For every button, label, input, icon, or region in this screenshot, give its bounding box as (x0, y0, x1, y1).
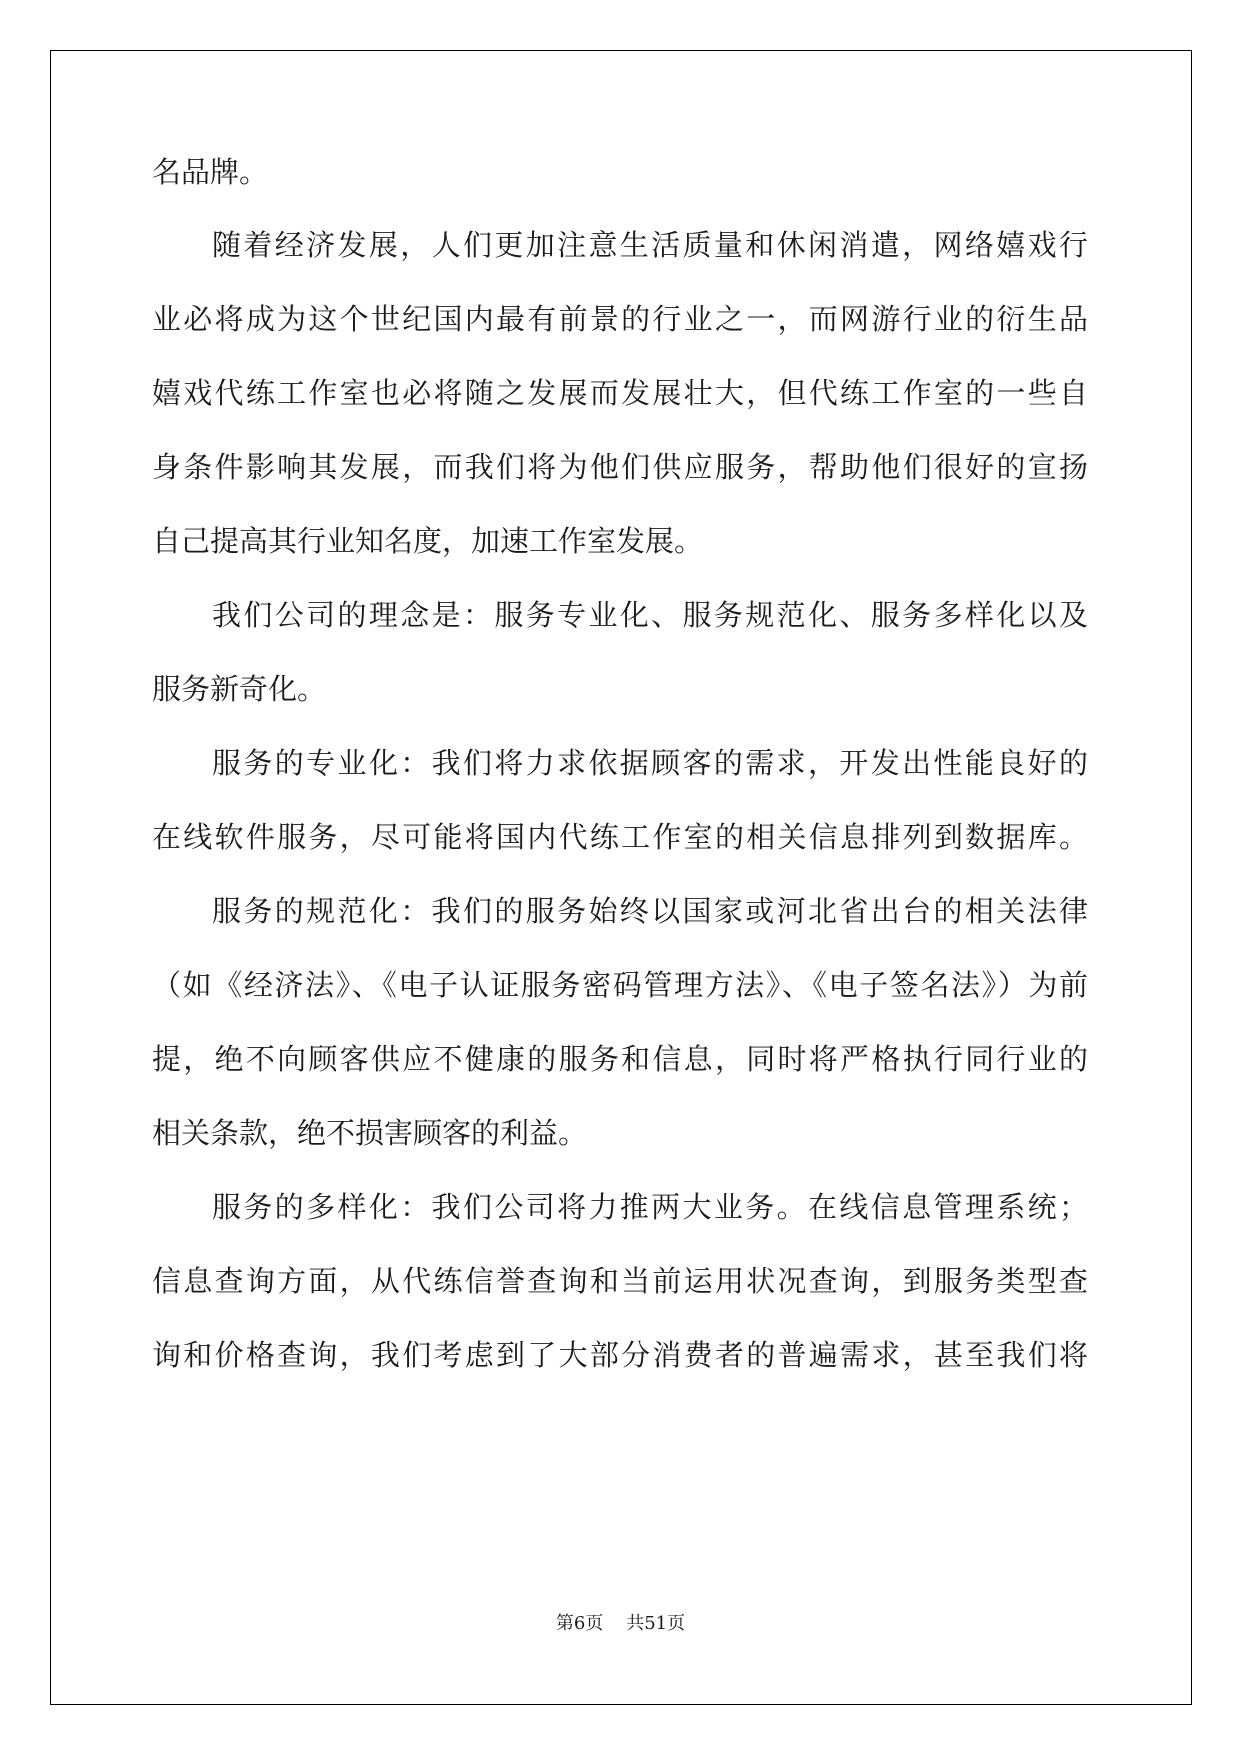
paragraph-line: （如《经济法》、《电子认证服务密码管理方法》、《电子签名法》）为前 (152, 968, 1088, 1002)
paragraph-line: 我们公司的理念是：服务专业化、服务规范化、服务多样化以及 (212, 598, 1088, 632)
paragraph-line: 自己提高其行业知名度，加速工作室发展。 (152, 524, 704, 558)
paragraph-line: 信息查询方面，从代练信誉查询和当前运用状况查询，到服务类型查 (152, 1264, 1088, 1298)
paragraph-line: 服务的规范化：我们的服务始终以国家或河北省出台的相关法律 (212, 894, 1088, 928)
paragraph-line: 相关条款，绝不损害顾客的利益。 (152, 1116, 588, 1150)
paragraph-line: 服务的专业化：我们将力求依据顾客的需求，开发出性能良好的 (212, 746, 1088, 780)
total-suffix: 页 (667, 1613, 686, 1634)
paragraph-line: 在线软件服务，尽可能将国内代练工作室的相关信息排列到数据库。 (152, 820, 1088, 854)
paragraph-line: 业必将成为这个世纪国内最有前景的行业之一，而网游行业的衍生品 (152, 302, 1088, 336)
total-pages: 51 (644, 1613, 668, 1634)
paragraph-line: 服务新奇化。 (152, 672, 327, 706)
paragraph-line: 名品牌。 (152, 155, 269, 189)
paragraph-line: 身条件影响其发展，而我们将为他们供应服务，帮助他们很好的宣扬 (152, 450, 1088, 484)
page-prefix: 第 (555, 1613, 574, 1634)
page-suffix: 页 (585, 1613, 604, 1634)
page-number: 6 (573, 1613, 586, 1634)
paragraph-line: 提，绝不向顾客供应不健康的服务和信息，同时将严格执行同行业的 (152, 1042, 1088, 1076)
total-prefix: 共 (626, 1613, 645, 1634)
paragraph-line: 随着经济发展，人们更加注意生活质量和休闲消遣，网络嬉戏行 (212, 228, 1088, 262)
paragraph-line: 服务的多样化：我们公司将力推两大业务。在线信息管理系统； (212, 1190, 1088, 1224)
page-footer (0, 1612, 1241, 1636)
paragraph-line: 嬉戏代练工作室也必将随之发展而发展壮大，但代练工作室的一些自 (152, 376, 1088, 410)
paragraph-line: 询和价格查询，我们考虑到了大部分消费者的普遍需求，甚至我们将 (152, 1338, 1088, 1372)
